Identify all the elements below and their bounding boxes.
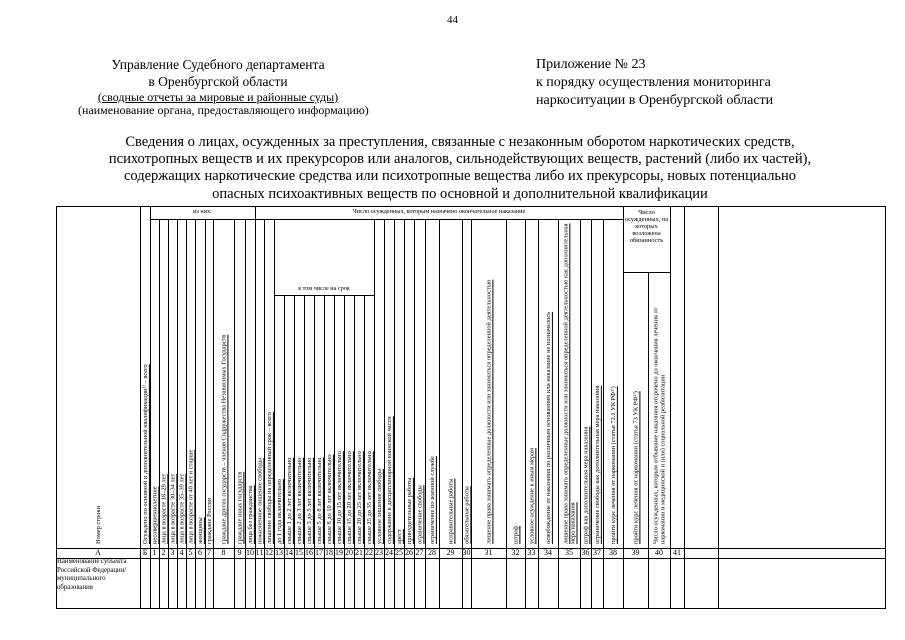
column-number: 33: [527, 548, 536, 557]
column-number: 39: [631, 548, 640, 557]
column-header: лишение права занимать определенные должности или заниматься определенной деятельностью как дополнительная мера наказания: [562, 223, 577, 544]
column-number: 10: [246, 548, 254, 557]
column-number: 24: [385, 548, 393, 557]
column-number: 22: [365, 548, 373, 557]
column-number: 37: [593, 548, 601, 557]
column-number: 5: [188, 548, 193, 557]
page-number: 44: [447, 14, 458, 26]
column-header: свыше 8 до 10 лет включительно: [325, 454, 333, 544]
column-number: 17: [315, 548, 323, 557]
column-header: лица в возрасте от 40 лет и старше: [187, 449, 195, 544]
column-header: несовершеннолетние: [151, 486, 159, 544]
table-top-border: [56, 206, 886, 207]
column-number: 18: [325, 548, 333, 557]
column-number: 29: [446, 548, 455, 557]
column-number: 28: [428, 548, 436, 557]
column-number: 20: [345, 548, 353, 557]
column-number: Б: [142, 548, 148, 557]
column-header: граждане иных государств: [236, 471, 244, 544]
column-number: 26: [405, 548, 413, 557]
appendix-ref-line2: наркоситуации в Оренбургской области: [536, 93, 774, 108]
column-number: 30: [462, 548, 471, 557]
column-number: 4: [179, 548, 184, 557]
column-header: обязательные работы: [463, 486, 471, 544]
column-header: свыше 1 до 2 лет включительно: [285, 457, 293, 544]
column-header: лишение права занимать определенные должности или заниматься определенной деятельностью: [485, 279, 493, 544]
statistics-table: [56, 206, 886, 609]
column-number: А: [95, 548, 101, 557]
group-label-obligation: Число осужденных, на которых возложена обязанность: [624, 209, 669, 244]
column-header: свыше 20 до 25 лет включительно: [355, 451, 363, 544]
column-rule: [718, 206, 719, 609]
column-header: принудительные работы: [405, 477, 413, 544]
document-title: [80, 134, 840, 203]
column-header: свыше 15 до 20 лет включительно: [345, 451, 353, 544]
column-header: ограничение по военной службе: [428, 456, 436, 544]
column-number: 35: [565, 548, 573, 557]
column-header: свыше 10 до 15 лет включительно: [335, 451, 343, 544]
column-header: лица в возрасте 35–39 лет: [178, 473, 186, 544]
column-number: 41: [673, 548, 681, 557]
column-header: Осуждено по основной и дополнительной квалификации¹⁾ – всего: [141, 364, 149, 544]
column-number: 38: [609, 548, 617, 557]
column-header: арест: [395, 529, 403, 544]
org-caption: (наименование органа, предоставляющего информацию): [78, 103, 369, 117]
column-header: ограничение свободы как дополнительная мера наказания: [593, 385, 601, 544]
column-header: до 1 года включительно: [275, 479, 283, 544]
column-header: условное лишение свободы: [375, 468, 383, 544]
column-number: 15: [295, 548, 303, 557]
column-number: 27: [415, 548, 424, 557]
column-header: условное осуждение к иным мерам: [528, 448, 536, 544]
column-header: свыше 25 до 35 лет включительно: [365, 451, 373, 544]
column-header: женщины: [196, 517, 204, 544]
group-rule-iz-nih: [150, 219, 255, 220]
column-header: лица в возрасте 30–34 лет: [169, 473, 177, 544]
column-number: 7: [207, 548, 211, 557]
column-number: 14: [285, 548, 293, 557]
column-header: свыше 5 до 8 лет включительно: [315, 457, 323, 544]
column-header: граждане других государств – членов Содружества Независимых Государств: [220, 334, 228, 544]
org-name-line2: в Оренбургской области: [148, 74, 288, 89]
column-number: 40: [655, 548, 663, 557]
column-number: 1: [152, 548, 157, 557]
column-number: 34: [544, 548, 552, 557]
column-number: 31: [484, 548, 493, 557]
column-number: 16: [305, 548, 313, 557]
column-number: 36: [581, 548, 590, 557]
column-header: пожизненное лишение свободы: [256, 457, 264, 544]
row-label: Наименование субъекта Российской Федерации/ муниципального образования: [57, 558, 127, 591]
column-header: штраф как дополнительная мера наказания: [582, 426, 590, 544]
group-label-term: в том числе на срок: [298, 285, 350, 292]
column-header: граждане России: [206, 497, 213, 544]
column-header: Число осужденных, которым отбывание наказания отсрочено до окончания лечения от наркомании и медицинской и (или) социальной реабилитации: [652, 307, 667, 544]
org-subtitle: (сводные отчеты за мировые и районные суды): [97, 90, 339, 104]
column-header: свыше 2 до 3 лет включительно: [295, 457, 303, 544]
column-number: 6: [198, 548, 202, 557]
column-number: 11: [255, 548, 264, 557]
column-number: 25: [395, 548, 403, 557]
title-line: Сведения о лицах, осужденных за преступления, связанные с незаконным оборотом наркотических средств,: [125, 134, 795, 150]
org-name-line1: Управление Судебного департамента: [111, 57, 325, 72]
column-number: 19: [335, 548, 343, 557]
column-header: Номер строки: [94, 506, 102, 544]
column-header: освобождение от наказания по различным основаниям или наказание не назначалось: [544, 311, 552, 544]
column-number: 13: [275, 548, 283, 557]
column-rule: [684, 206, 685, 609]
group-label-punished: Число осужденных, которым назначено окончательное наказание: [352, 208, 526, 215]
title-line: содержащих наркотические средства или психотропные вещества либо их прекурсоры, новых потенциально: [123, 168, 797, 185]
appendix-ref-line1: к порядку осуществления мониторинга: [536, 75, 771, 90]
column-header: содержание в дисциплинарной воинской части: [385, 416, 393, 544]
column-header: штраф: [512, 526, 520, 544]
column-header: лица без гражданства: [246, 485, 254, 544]
column-number: 21: [355, 548, 363, 557]
column-header: пройти курс лечения от наркомании (статья 73 УК РФ²⁾): [632, 391, 640, 544]
title-line: опасных психоактивных веществ по основной и дополнительной квалификации: [212, 185, 708, 202]
column-header: свыше 3 до 5 лет включительно: [305, 457, 313, 544]
column-header: лица в возрасте 18–29 лет: [160, 473, 168, 544]
group-label-iz-nih: из них:: [193, 208, 212, 215]
column-number: 2: [161, 548, 166, 557]
column-number: 3: [170, 548, 175, 557]
column-header: пройти курс лечения от наркомании (статья 72.1 УК РФ²⁾): [609, 386, 617, 544]
appendix-number: Приложение № 23: [536, 57, 646, 72]
column-header: ограничение свободы: [416, 485, 424, 544]
title-line: психотропных веществ и их прекурсоров или аналогов, сильнодействующих веществ, растений (либо их частей),: [108, 151, 812, 168]
column-number: 23: [375, 548, 383, 557]
group-rule-obligation: [623, 272, 670, 273]
column-number: 9: [237, 548, 242, 557]
column-number: 12: [265, 548, 273, 557]
column-number: 8: [221, 548, 226, 557]
column-header: исправительные работы: [447, 478, 455, 544]
column-number: 32: [511, 548, 520, 557]
column-header: лишение свободы на определенный срок – всего: [265, 412, 273, 544]
